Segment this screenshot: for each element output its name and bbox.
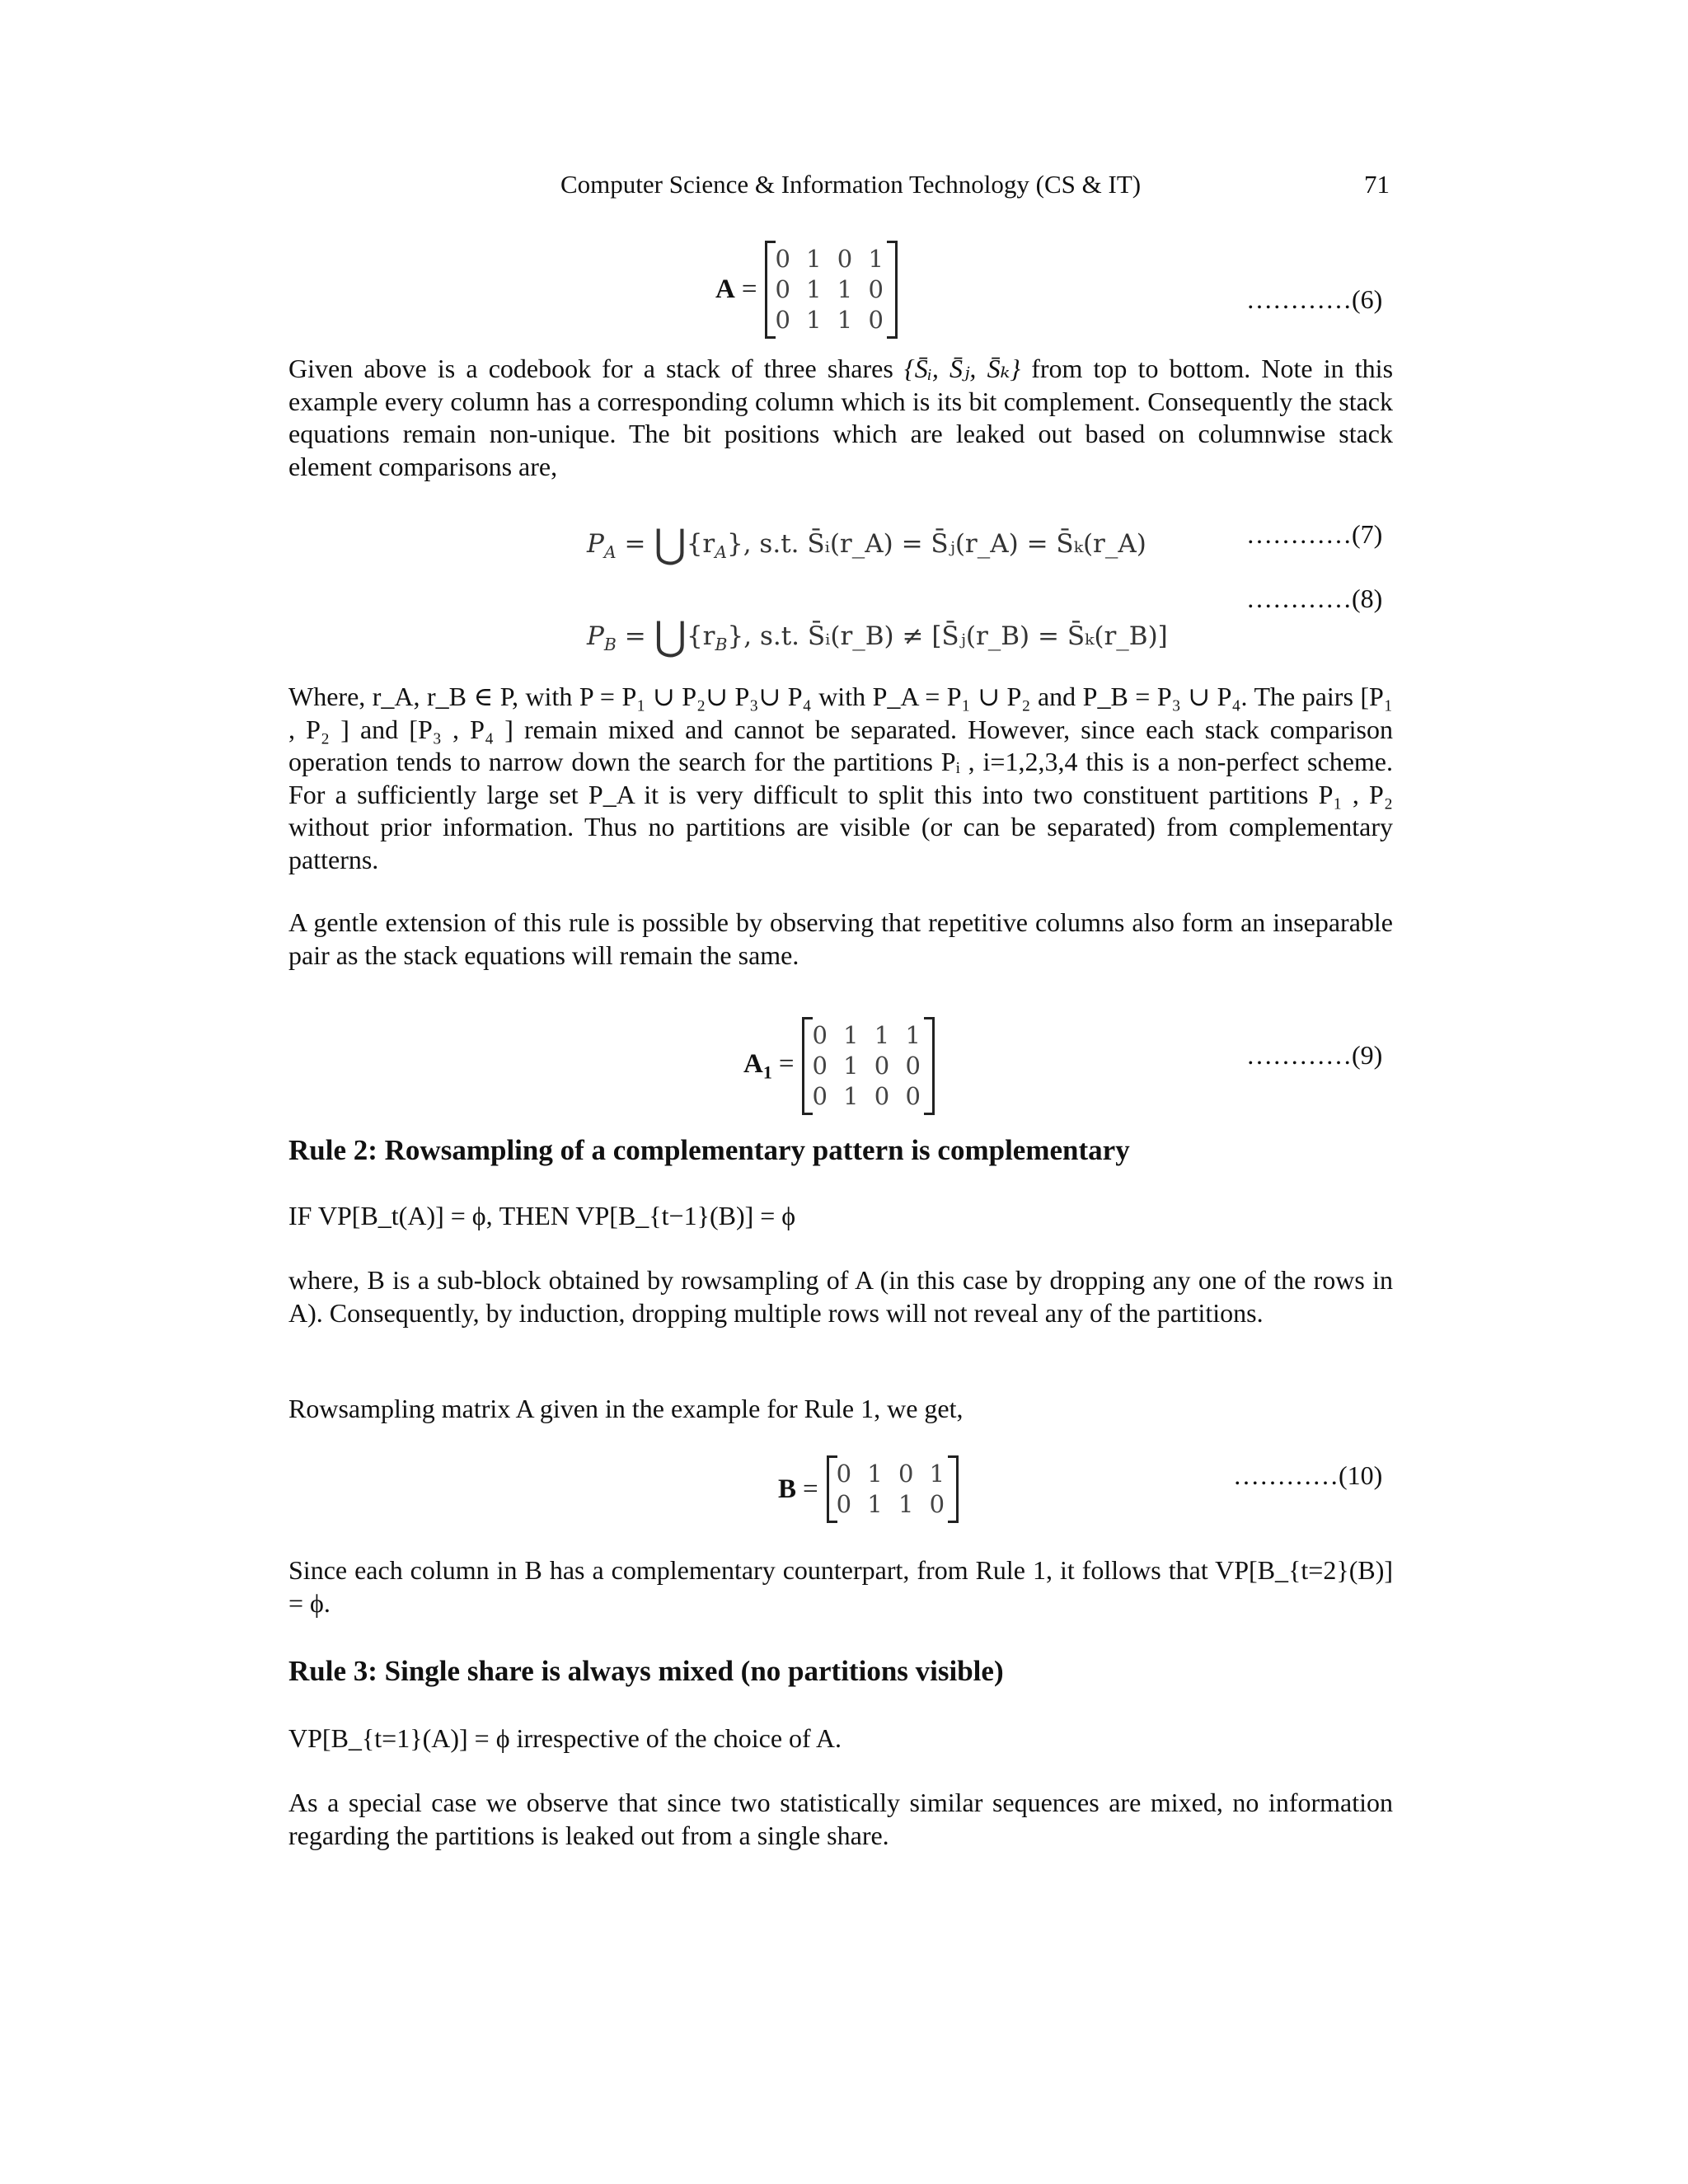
equation-number-10: …………(10) xyxy=(1233,1460,1383,1490)
paragraph-text: Given above is a codebook for a stack of three shares xyxy=(288,354,904,383)
paragraph-codebook xyxy=(288,353,1393,483)
matrix-row: 0 1 1 0 xyxy=(775,275,888,303)
paragraph-text: from top to bottom. Note in this example every column has a corresponding column which is its bit complement. Consequently the stack equations remain non-unique. The bit positions which are leaked out based on columnwise stack element comparisons are, xyxy=(288,354,1394,481)
eq8-lhs: P xyxy=(587,621,604,651)
equation-7: $P_A$ = $⋃\{r_A\}$, s.t. S̄ᵢ(r_A) = S̄ⱼ(r_A) = S̄ₖ(r_A) xyxy=(587,521,1146,567)
rule2-paragraph: where, B is a sub-block obtained by rowsampling of A (in this case by dropping any one of the rows in A). Consequently, by induction, dropping multiple rows will not reveal any of the partitions. xyxy=(288,1265,1393,1328)
page-number: 71 xyxy=(1364,170,1390,199)
matrix-a1 xyxy=(802,1017,934,1115)
equation-number-9: …………(9) xyxy=(1246,1040,1383,1070)
eq7-lhs-sub: A xyxy=(603,542,617,563)
rule3-heading: Rule 3: Single share is always mixed (no partitions visible) xyxy=(288,1655,1004,1687)
matrix-row: 0 1 1 0 xyxy=(775,306,888,334)
paragraph-extension: A gentle extension of this rule is possible by observing that repetitive columns also form an inseparable pair as the stack equations will remain the same. xyxy=(288,907,1393,970)
eq7-condition: }, s.t. S̄ᵢ(r_A) = S̄ⱼ(r_A) = S̄ₖ(r_A) xyxy=(727,529,1146,559)
eq8-lhs-sub: B xyxy=(603,635,617,655)
union-symbol: ⋃ xyxy=(654,613,687,659)
eq7-body-sub: A xyxy=(715,542,727,563)
shares-set-math: {S̄ᵢ, S̄ⱼ, S̄ₖ} xyxy=(903,354,1021,383)
matrix-row: 0 1 1 1 xyxy=(812,1021,925,1049)
matrix-b xyxy=(827,1455,959,1523)
matrix-row: 0 1 0 1 xyxy=(775,245,888,273)
journal-title: Computer Science & Information Technology (CS & IT) xyxy=(560,170,1142,199)
equation-number-6: …………(6) xyxy=(1246,284,1383,314)
matrix-a1-equation: $A_1$ = 0 1 1 1 0 1 0 0 0 1 0 0 xyxy=(743,1017,935,1115)
eq8-body-sub: B xyxy=(715,635,728,655)
union-symbol: ⋃ xyxy=(654,521,687,567)
equation-number-8: …………(8) xyxy=(1246,583,1383,613)
rule2-heading: Rule 2: Rowsampling of a complementary pattern is complementary xyxy=(288,1134,1130,1166)
matrix-row: 0 1 0 1 xyxy=(836,1460,950,1488)
matrix-a1-label: A xyxy=(743,1048,763,1079)
equation-8: $P_B$ = $⋃\{r_B\}$, s.t. S̄ᵢ(r_B) ≠ [S̄ⱼ(r_B) = S̄ₖ(r_B)] xyxy=(587,613,1168,659)
matrix-a-equation: A = 0 1 0 1 0 1 1 0 0 1 1 0 xyxy=(715,241,898,339)
paragraph-rule1-consequence: Since each column in B has a complementary counterpart, from Rule 1, it follows that VP[B_{t=2}(B)] = ϕ. xyxy=(288,1555,1393,1618)
rule3-statement: VP[B_{t=1}(A)] = ϕ irrespective of the choice of A. xyxy=(288,1723,842,1753)
rule3-paragraph: As a special case we observe that since two statistically similar sequences are mixed, no information regarding the partitions is leaked out from a single share. xyxy=(288,1788,1393,1850)
matrix-b-label: B xyxy=(778,1474,797,1504)
matrix-row: 0 1 0 0 xyxy=(812,1082,925,1110)
paragraph-partitions: Where, r_A, r_B ∈ P, with P = P₁ ∪ P₂∪ P₃∪ P₄ with P_A = P₁ ∪ P₂ and P_B = P₃ ∪ P₄. The pairs [P₁ , P₂ ] and [P₃ , P₄ ] remain mixed and cannot be separated. However, since each stack comparison operation tends to narrow down the search for the partitions Pᵢ , i=1,2,3,4 this is a non-perfect scheme. For a sufficiently large set P_A it is very difficult to split this into two constituent partitions P₁ , P₂ without prior information. Thus no partitions are visible (or can be separated) from complementary patterns. xyxy=(288,682,1393,874)
rule2-statement: IF VP[B_t(A)] = ϕ, THEN VP[B_{t−1}(B)] = ϕ xyxy=(288,1201,796,1230)
rule2-paragraph-2: Rowsampling matrix A given in the example for Rule 1, we get, xyxy=(288,1394,964,1423)
matrix-a xyxy=(765,241,897,339)
eq8-condition: }, s.t. S̄ᵢ(r_B) ≠ [S̄ⱼ(r_B) = S̄ₖ(r_B)] xyxy=(727,621,1168,651)
matrix-a1-sub: 1 xyxy=(762,1062,772,1083)
eq7-lhs: P xyxy=(587,529,604,559)
matrix-row: 0 1 0 0 xyxy=(812,1052,925,1080)
eq7-body: {r xyxy=(686,529,715,559)
matrix-row: 0 1 1 0 xyxy=(836,1490,950,1518)
eq8-body: {r xyxy=(686,621,715,651)
equation-number-7: …………(7) xyxy=(1246,519,1383,549)
matrix-b-equation: B = 0 1 0 1 0 1 1 0 xyxy=(778,1455,959,1523)
matrix-a-label: A xyxy=(715,274,735,304)
